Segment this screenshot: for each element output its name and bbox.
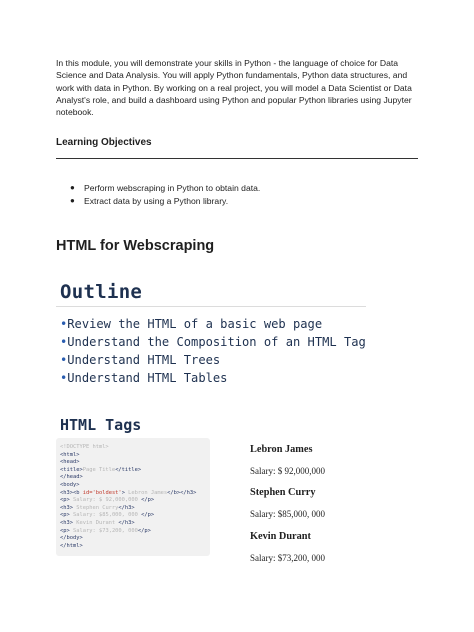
player-entry [250,531,325,563]
bullet-icon: • [60,335,68,349]
outline-slide-image [56,277,366,387]
player-salary: Salary: $85,000, 000 [250,509,325,519]
objective-text: Extract data by using a Python library. [84,195,229,206]
bullet-icon: • [60,371,68,385]
bullet-icon: ● [70,183,75,192]
list-item [56,195,416,208]
list-item [60,315,366,333]
section-title: HTML for Webscraping [56,238,215,254]
slide-title: Outline [60,281,143,303]
code-snippet [56,438,210,556]
player-name: Lebron James [250,444,313,455]
html-code: <!DOCTYPE html> <html> <head> <title>Page Title</title> </head> <body> <h3><b id='boldest'> Lebron James</b></h3> <p> Salary: $ 92,000,000 </p> <h3> Stephen Curry</h3> <p> Salary: $85,000, 000 </p> <h3> Kevin Durant </h3> <p> Salary: $73,200, 000</p> </body> </html> [60,444,197,549]
player-entry [250,444,325,476]
objective-text: Perform webscraping in Python to obtain data. [84,183,261,193]
bullet-icon: • [60,353,68,367]
module-intro-paragraph: In this module, you will demonstrate your skills in Python - the language of choice for Data Science and Data Analysis. You will apply Python fundamentals, Python data structures, and work with data in Python. By working on a real project, you will model a Data Scientist or Data Analyst's role, and build a dashboard using Python and popular Python libraries using Jupyter notebook. [56,58,412,118]
learning-objectives-heading: Learning Objectives [56,137,152,148]
list-item [56,182,416,195]
slide-title: HTML Tags [60,416,142,434]
bullet-icon: • [60,317,68,331]
player-name: Stephen Curry [250,487,316,498]
list-item [60,369,366,387]
player-salary: Salary: $ 92,000,000 [250,466,325,476]
section-divider [56,158,418,159]
player-salary: Salary: $73,200, 000 [250,553,325,563]
outline-item-text: Review the HTML of a basic web page [67,317,323,331]
list-item [60,333,366,351]
learning-objectives-list [56,182,416,207]
player-name: Kevin Durant [250,531,311,542]
bullet-icon: ● [70,195,75,205]
slide-divider [56,306,366,307]
outline-item-text: Understand HTML Trees [67,353,221,367]
player-entry [250,487,325,519]
list-item [60,351,366,369]
outline-item-text: Understand HTML Tables [67,371,228,385]
outline-list [60,315,366,387]
outline-item-text: Understand the Composition of an HTML Tag [67,335,366,349]
